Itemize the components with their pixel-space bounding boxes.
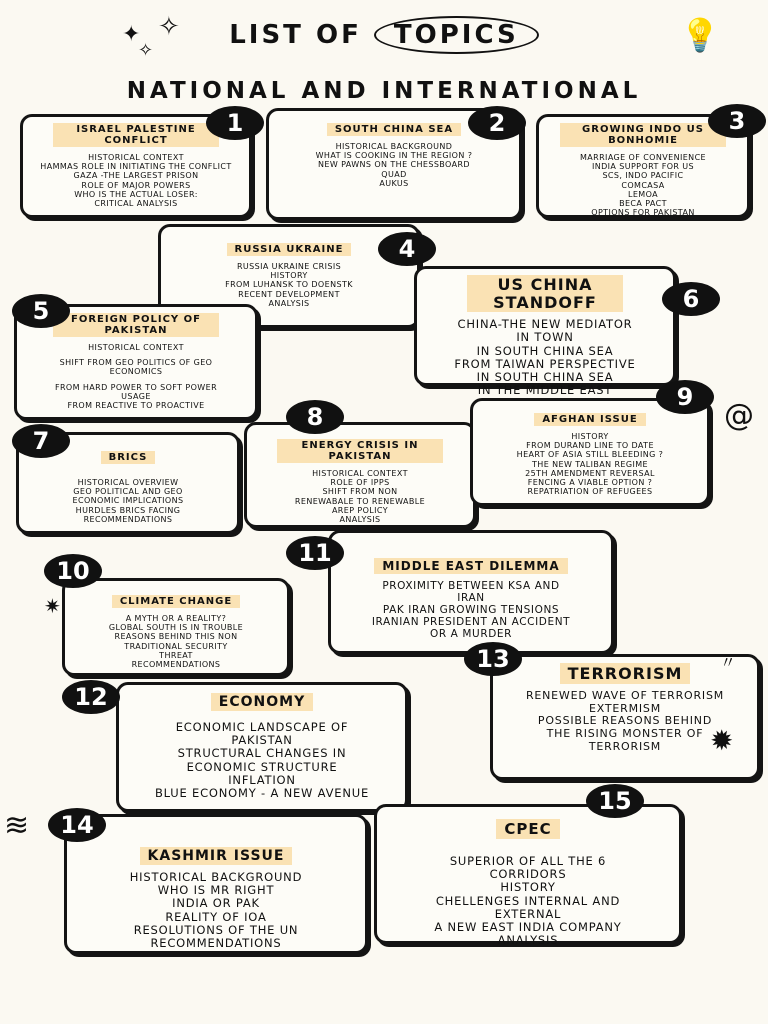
scribble-icon: ≋ [4,808,30,843]
list-item: CRITICAL ANALYSIS [94,198,178,208]
list-item: HAMMAS ROLE IN INITIATING THE CONFLICT [40,162,232,172]
topic-card-11 [328,530,614,654]
list-item: CHELLENGES INTERNAL AND EXTERNAL [435,893,621,921]
topic-title: AFGHAN ISSUE [534,413,645,426]
topic-card-12 [116,682,408,812]
list-item: TRADITIONAL SECURITY [124,641,228,651]
topic-card-10 [62,578,290,676]
list-item: PAK IRAN GROWING TENSIONS [382,604,560,617]
topic-title: ECONOMY [211,693,313,711]
list-item: HISTORICAL CONTEXT [88,343,184,352]
topic-number: 6 [662,282,720,316]
list-item: IN SOUTH CHINA SEA [476,370,614,385]
topic-number: 13 [464,642,522,676]
title-highlight: TOPICS [374,16,539,54]
burst-icon: ✷ [44,594,61,618]
lightbulb-icon: 💡 [680,16,720,54]
list-item: REALITY OF IOA [165,909,267,924]
topic-number: 2 [468,106,526,140]
list-item: HURDLES BRICS FACING [75,505,181,515]
list-item: STRUCTURAL CHANGES IN ECONOMIC STRUCTURE [177,746,347,774]
list-item: INFLATION [228,772,296,787]
page-title: LIST OF TOPICS [0,16,768,54]
topic-number: 8 [286,400,344,434]
list-item: GAZA -THE LARGEST PRISON [73,171,199,181]
topic-title: CPEC [496,819,559,839]
list-item: SHIFT FROM GEO POLITICS OF GEO ECONOMICS [59,358,213,377]
list-item: HISTORY [571,432,609,441]
list-item: AUKUS [379,178,409,188]
list-item: SHIFT FROM NON [322,487,398,497]
list-item: BLUE ECONOMY - A NEW AVENUE [154,786,370,801]
list-item: PROXIMITY BETWEEN KSA AND IRAN [382,580,560,605]
list-item: RENEWABALE TO RENEWABLE [294,496,426,506]
list-item: CHINA-THE NEW MEDIATOR [457,317,633,332]
topic-items [383,855,673,948]
list-item: 25TH AMENDMENT REVERSAL [525,468,655,478]
topic-card-14 [64,814,368,954]
list-item: IN TOWN [516,330,574,345]
list-item: TERRORISM [588,739,662,753]
topic-number: 14 [48,808,106,842]
topic-title: ENERGY CRISIS IN PAKISTAN [277,439,443,463]
list-item: MARRIAGE OF CONVENIENCE [579,153,707,162]
topic-title: ISRAEL PALESTINE CONFLICT [53,123,219,147]
topic-items [23,343,249,410]
topic-items [423,318,667,397]
list-item: HISTORY [270,271,308,281]
list-item: HISTORY [500,880,556,895]
topic-number: 12 [62,680,120,714]
list-item: ANALYSIS [268,298,310,308]
list-item: HISTORICAL BACKGROUND [129,870,303,884]
list-item: IN THE MIDDLE EAST [477,383,613,398]
list-item: QUAD [381,169,407,179]
topic-title: TERRORISM [560,663,691,684]
topic-title: KASHMIR ISSUE [140,847,293,865]
sparkle-icon: 〃 [720,653,737,672]
topic-title: SOUTH CHINA SEA [327,123,461,136]
list-item: BECA PACT [619,198,667,208]
list-item: HEART OF ASIA STILL BLEEDING ? [516,450,664,460]
topic-items [479,432,701,496]
list-item: THREAT [159,650,193,660]
list-item: THE NEW TALIBAN REGIME [532,459,648,469]
topic-title: BRICS [101,451,156,464]
list-item: FROM DURAND LINE TO DATE [526,441,654,451]
topic-title: RUSSIA UKRAINE [227,243,352,256]
topic-number: 7 [12,424,70,458]
list-item: EXTERMISM [588,701,661,715]
topic-title: CLIMATE CHANGE [112,595,240,608]
sparkle-icon: ✦ [122,22,141,47]
list-item: FENCING A VIABLE OPTION ? [527,477,653,487]
list-item: FROM LUHANSK TO DOENSTK [225,280,353,290]
list-item: HISTORICAL BACKGROUND [335,142,453,151]
swirl-icon: @ [724,398,754,433]
list-item: RECENT DEVELOPMENT [238,289,340,299]
topic-items [71,614,281,669]
topic-number: 4 [378,232,436,266]
list-item: IRANIAN PRESIDENT AN ACCIDENT OR A MURDER [371,616,571,641]
page-subtitle: NATIONAL AND INTERNATIONAL [126,78,642,104]
list-item: ROLE OF IPPS [330,478,390,488]
topic-title: US CHINA STANDOFF [467,275,623,312]
topic-number: 10 [44,554,102,588]
list-item: REASONS BEHIND THIS NON [114,632,238,642]
list-item: ANALYSIS [339,514,381,524]
topic-number: 5 [12,294,70,328]
list-item: FROM TAIWAN PERSPECTIVE [454,356,636,371]
topic-items [125,721,399,800]
list-item: NEW PAWNS ON THE CHESSBOARD [318,160,470,170]
list-item: INDIA SUPPORT FOR US [591,162,695,172]
list-item: OPTIONS FOR PAKISTAN [591,208,695,218]
list-item: ROLE OF MAJOR POWERS [81,180,191,190]
topic-title: GROWING INDO US BONHOMIE [560,123,726,147]
topic-items [545,153,741,217]
list-item: ECONOMIC IMPLICATIONS [72,496,184,506]
list-item: IN SOUTH CHINA SEA [476,343,614,358]
list-item: THE RISING MONSTER OF [546,726,704,740]
list-item: RENEWED WAVE OF TERRORISM [525,689,725,702]
list-item: A MYTH OR A REALITY? [125,614,227,623]
list-item: HISTORICAL CONTEXT [312,469,408,478]
list-item: FROM REACTIVE TO PROACTIVE [67,400,205,410]
topic-number: 11 [286,536,344,570]
topic-card-6 [414,266,676,398]
topic-items [253,469,467,524]
list-item: RECOMMENDATIONS [150,936,282,951]
list-item: RUSSIA UKRAINE CRISIS [236,262,342,271]
list-item: ANALYSIS [497,933,559,948]
list-item: GLOBAL SOUTH IS IN TROUBLE [108,623,244,633]
list-item: SUPERIOR OF ALL THE 6 CORRIDORS [449,854,607,882]
list-item: A NEW EAST INDIA COMPANY [434,920,622,935]
list-item: RECOMMENDATIONS [131,659,221,669]
topic-items [29,153,243,208]
topic-number: 15 [586,784,644,818]
list-item: GEO POLITICAL AND GEO [73,487,183,497]
sparkle-icon: ✧ [158,12,180,42]
topic-card-15 [374,804,682,948]
topic-items [275,142,513,188]
topic-card-9 [470,398,710,506]
topic-items [73,871,359,950]
list-item: AREP POLICY [331,505,389,515]
topic-card-8 [244,422,476,528]
list-item: SCS, INDO PACIFIC [602,171,684,181]
sparkle-icon: ✧ [138,40,154,61]
list-item: WHAT IS COOKING IN THE REGION ? [315,151,473,161]
topic-number: 9 [656,380,714,414]
list-item: RESOLUTIONS OF THE UN [133,922,299,937]
list-item: INDIA OR PAK [172,896,260,911]
list-item: REPATRIATION OF REFUGEES [527,487,653,497]
topic-items [25,478,231,524]
list-item: RECOMMENDATIONS [83,514,173,524]
list-item: WHO IS MR RIGHT [157,883,275,898]
list-item: LEMOA [627,189,659,199]
topic-number: 3 [708,104,766,138]
list-item: FROM HARD POWER TO SOFT POWER USAGE [54,382,218,401]
list-item: POSSIBLE REASONS BEHIND [537,714,713,728]
list-item: HISTORICAL CONTEXT [88,153,184,162]
burst-icon: ✹ [710,724,734,757]
list-item: WHO IS THE ACTUAL LOSER: [74,189,198,199]
list-item: COMCASA [621,180,665,190]
topic-items [167,262,411,308]
topic-title: MIDDLE EAST DILEMMA [374,558,567,574]
list-item: ECONOMIC LANDSCAPE OF PAKISTAN [175,720,349,748]
topic-number: 1 [206,106,264,140]
topic-items [337,580,605,640]
list-item: HISTORICAL OVERVIEW [77,478,179,487]
topic-title: FOREIGN POLICY OF PAKISTAN [53,313,219,337]
